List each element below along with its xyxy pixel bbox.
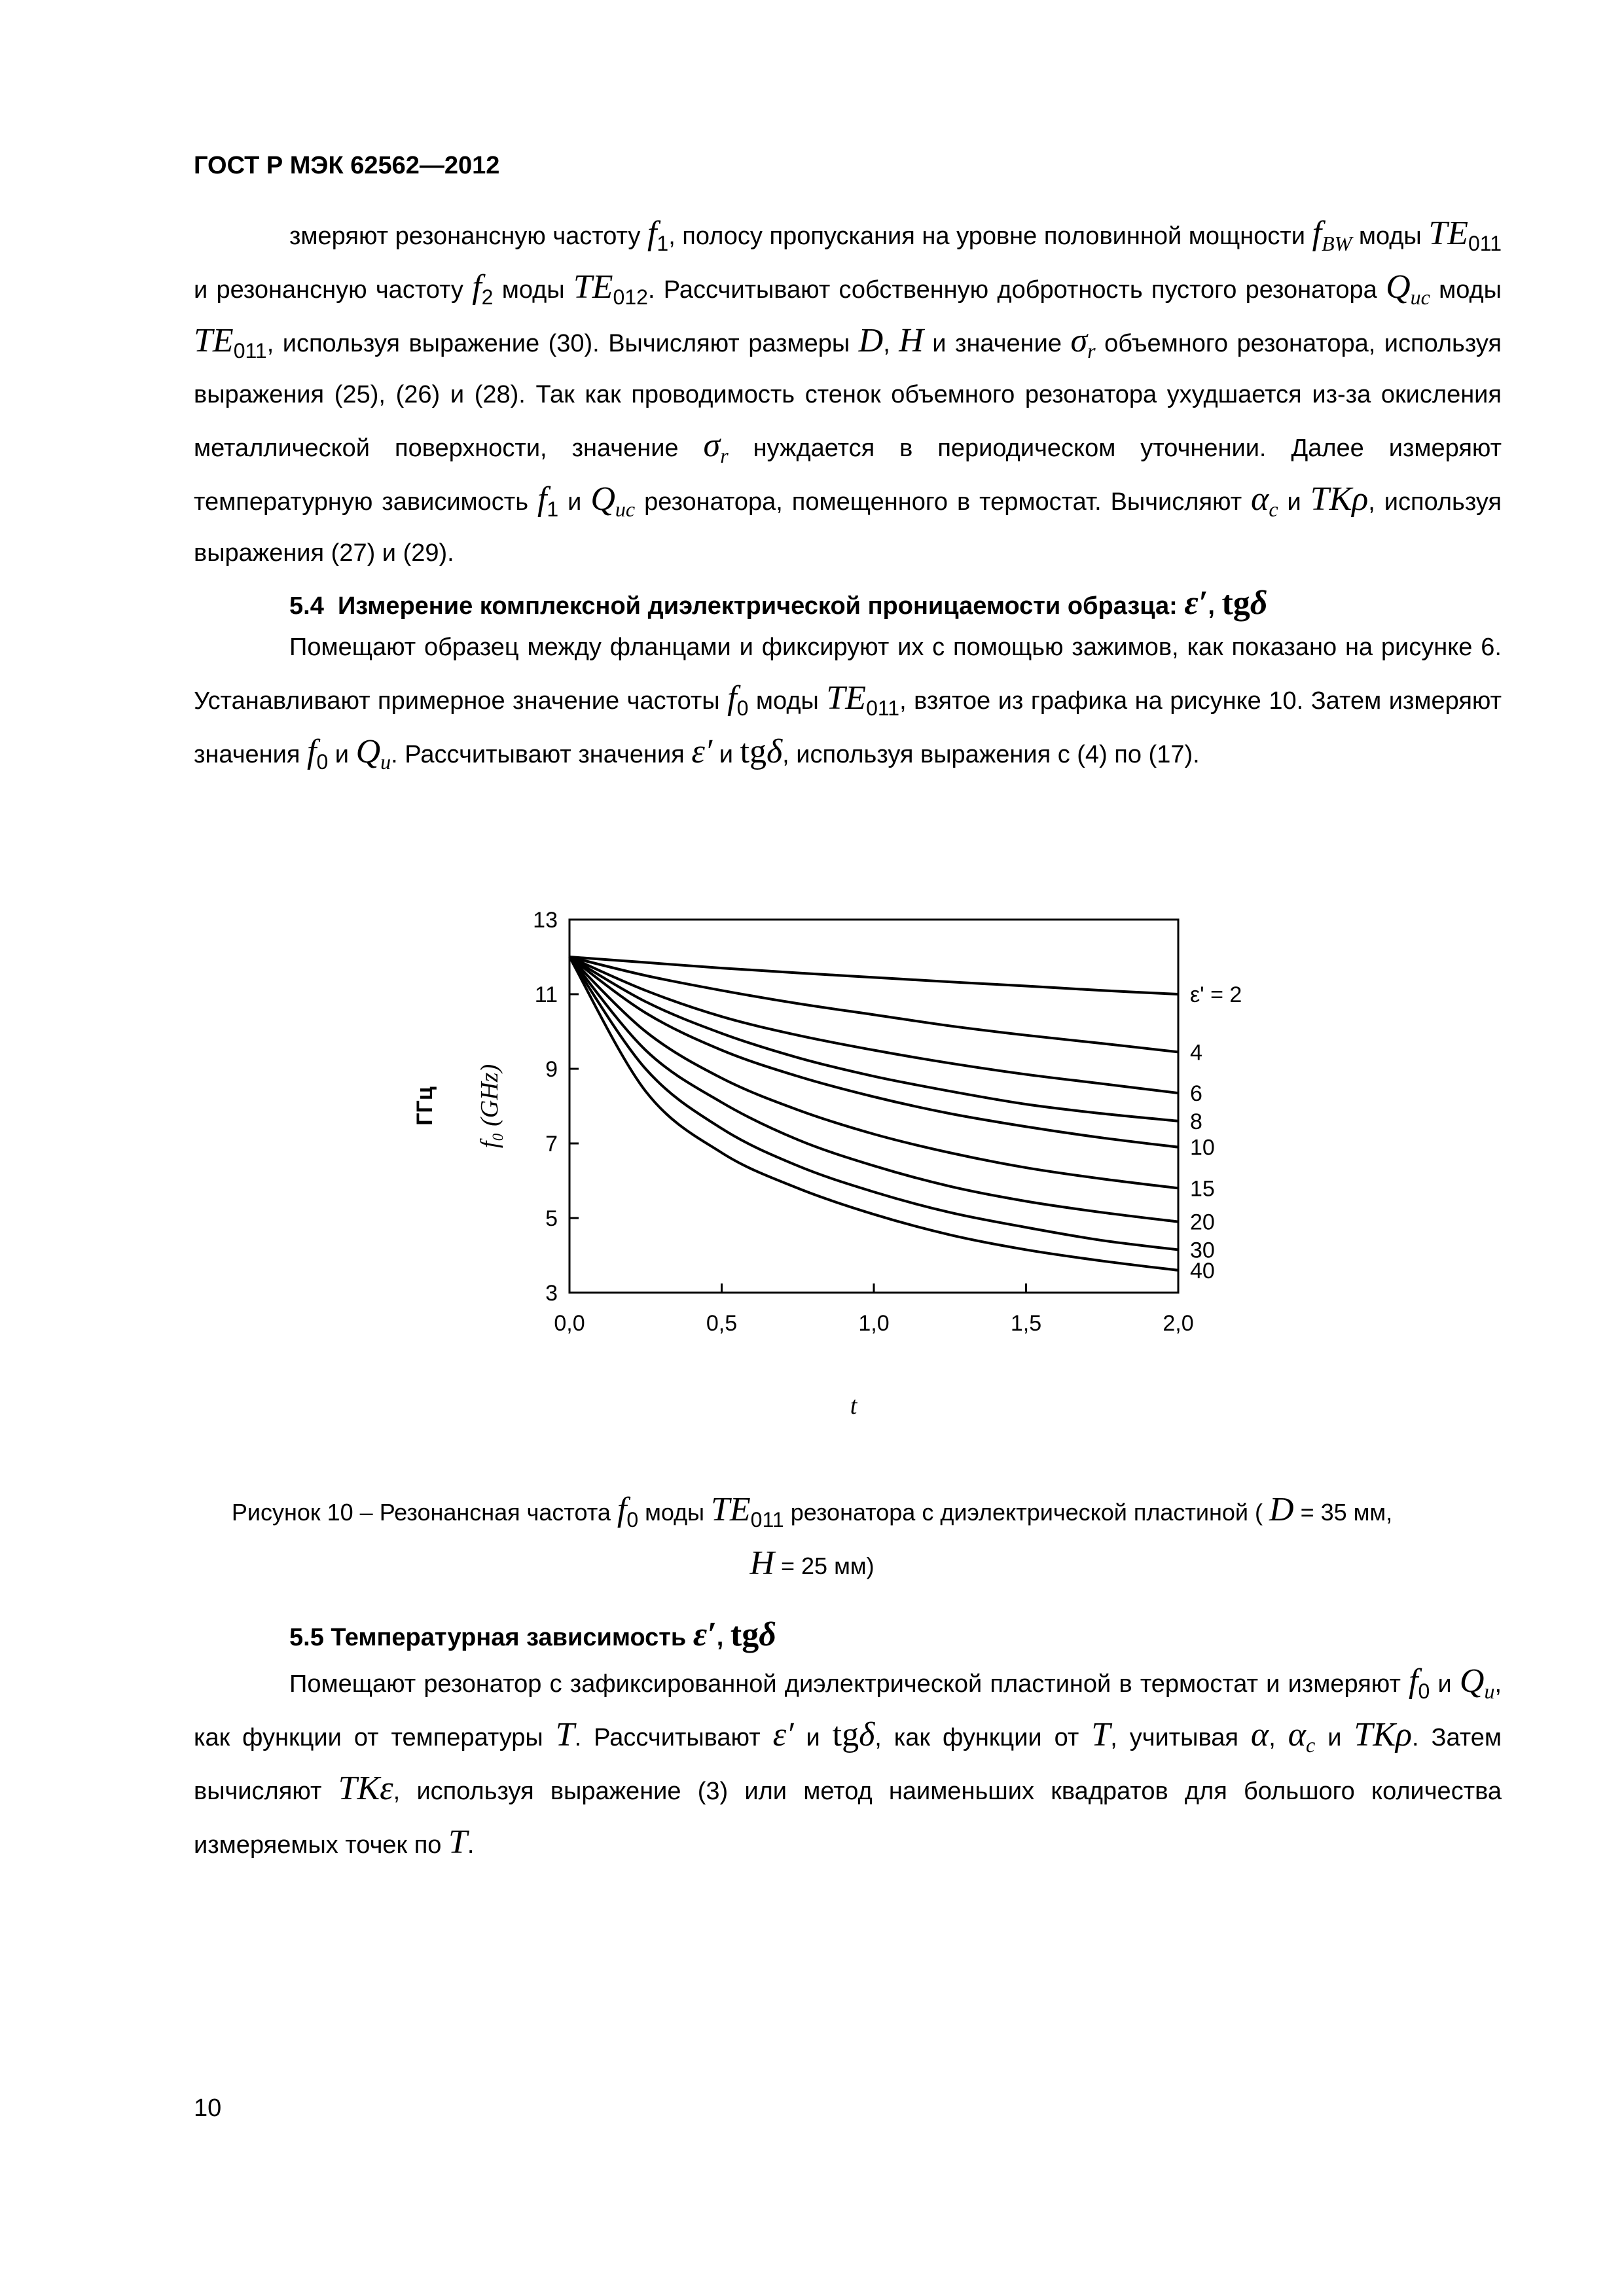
x-tick-label: 0,5 bbox=[706, 1311, 738, 1336]
series-label: 30 bbox=[1190, 1238, 1215, 1263]
series-line bbox=[569, 957, 1178, 1270]
y-tick-label: 11 bbox=[534, 982, 558, 1007]
series-line bbox=[569, 957, 1178, 1188]
x-axis-label: t bbox=[850, 1392, 857, 1420]
series-line bbox=[569, 957, 1178, 1249]
paragraph-3: Помещают резонатор с зафиксированной диэлектрической пластиной в термостат и измеряют $f_0$ и $Q_u$, как функции от температуры T. Рассчитывают ε′ и tgδ, как функции от T, учитывая α, $\alpha_c$ и TKρ. Затем вычисляют TKε, используя выражение (3) или метод наименьших квадратов для большого количества измеряемых точек по T. bbox=[194, 1662, 1502, 1861]
series-line bbox=[569, 957, 1178, 1147]
x-tick-label: 1,5 bbox=[1010, 1311, 1042, 1336]
document-code: ГОСТ Р МЭК 62562—2012 bbox=[194, 152, 500, 179]
y-tick-label: 7 bbox=[545, 1132, 558, 1157]
series-line bbox=[569, 957, 1178, 1052]
section-heading-5-5: 5.5 Температурная зависимость ε′, tgδ bbox=[289, 1616, 776, 1653]
series-label: 10 bbox=[1190, 1135, 1215, 1160]
series-label: 6 bbox=[1190, 1081, 1202, 1107]
series-label: 20 bbox=[1190, 1210, 1215, 1235]
figure-caption: Рисунок 10 – Резонансная частота $f_0$ моды $TE_{011}$ резонатора с диэлектрической пластиной ( D = 35 мм, H = 25 мм) bbox=[231, 1491, 1393, 1582]
series-label: 15 bbox=[1190, 1176, 1215, 1202]
y-tick-label: 5 bbox=[545, 1206, 558, 1231]
x-tick-label: 0,0 bbox=[554, 1311, 585, 1336]
x-tick-label: 1,0 bbox=[858, 1311, 890, 1336]
y-axis-unit-label: ГГц bbox=[412, 1086, 437, 1126]
y-tick-label: 13 bbox=[533, 908, 558, 933]
y-tick-label: 9 bbox=[545, 1057, 558, 1082]
page-number: 10 bbox=[194, 2094, 222, 2122]
series-line bbox=[569, 957, 1178, 994]
plot-area-frame bbox=[569, 920, 1178, 1293]
y-tick-label: 3 bbox=[545, 1281, 558, 1306]
section-heading-5-4: 5.4 Измерение комплексной диэлектрической проницаемости образца: ε′, tgδ bbox=[289, 584, 1268, 622]
resonant-frequency-chart bbox=[393, 890, 1309, 1446]
series-label: 40 bbox=[1190, 1258, 1215, 1283]
series-label: 4 bbox=[1190, 1040, 1202, 1066]
series-label: 8 bbox=[1190, 1109, 1202, 1134]
paragraph-2: Помещают образец между фланцами и фиксируют их с помощью зажимов, как показано на рисунке 6. Устанавливают примерное значение частоты $f_0$ моды $TE_{011}$, взятое из графика на рисунке 10. Затем измеряют значения $f_0$ и $Q_u$. Рассчитывают значения ε′ и tgδ, используя выражения с (4) по (17). bbox=[194, 634, 1502, 774]
y-axis-label: f₀ (GHz) bbox=[476, 1064, 503, 1149]
paragraph-1: змеряют резонансную частоту $f_1$, полосу пропускания на уровне половинной мощности $f_{BW}$ моды $TE_{011}$ и резонансную частоту $f_2$ моды $TE_{012}$. Рассчитывают собственную добротность пустого резонатора $Q_{uc}$ моды $TE_{011}$, используя выражение (30). Вычисляют размеры D, H и значение $\sigma_r$ объемного резонатора, используя выражения (25), (26) и (28). Так как проводимость стенок объемного резонатора ухудшается из-за окисления металлической поверхности, значение $\sigma_r$ нуждается в периодическом уточнении. Далее измеряют температурную зависимость $f_1$ и $Q_{uc}$ резонатора, помещенного в термостат. Вычисляют $\alpha_c$ и TKρ, используя выражения (27) и (29). bbox=[194, 215, 1502, 567]
x-tick-label: 2,0 bbox=[1163, 1311, 1194, 1336]
series-label: ε' = 2 bbox=[1190, 982, 1242, 1007]
